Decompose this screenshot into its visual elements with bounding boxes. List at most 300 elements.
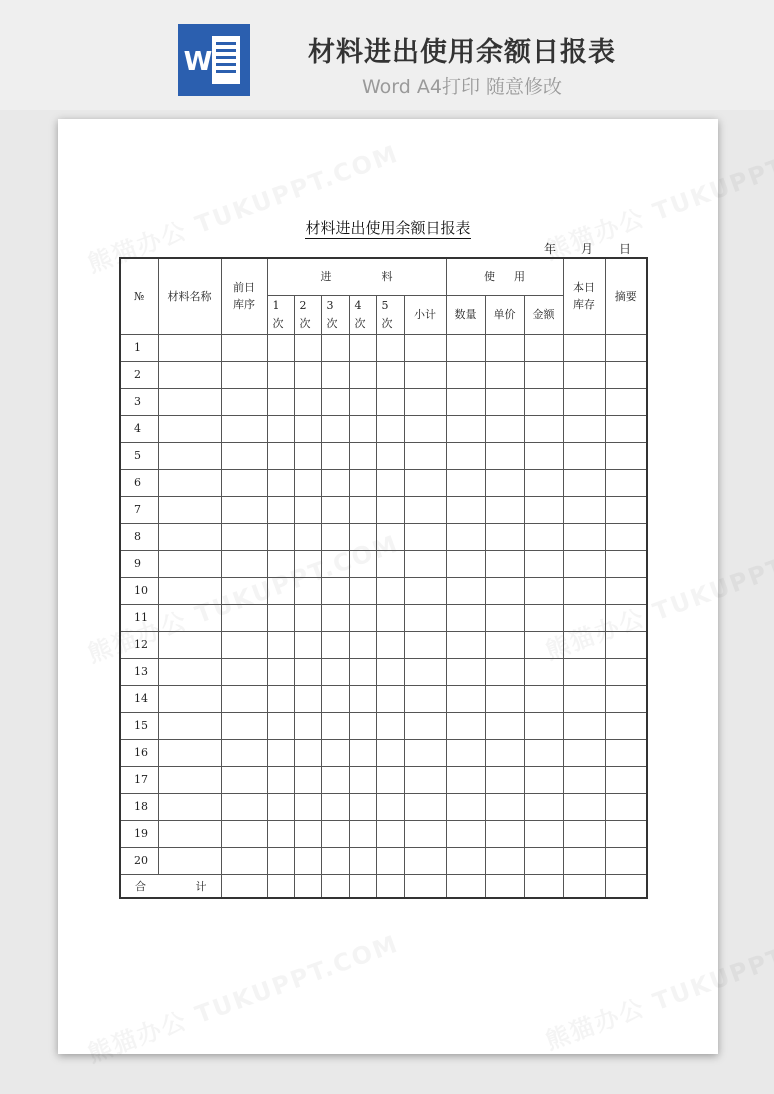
table-cell[interactable] [376,739,404,766]
table-cell[interactable] [158,793,221,820]
table-cell[interactable] [524,820,563,847]
total-row [120,874,647,898]
table-cell[interactable] [446,793,485,820]
table-cell[interactable] [376,361,404,388]
table-cell[interactable] [605,604,647,631]
table-cell[interactable] [446,820,485,847]
table-cell[interactable] [321,388,349,415]
table-cell[interactable] [563,496,605,523]
table-cell[interactable] [524,469,563,496]
table-cell[interactable] [376,793,404,820]
table-cell[interactable] [485,766,524,793]
date-line [526,240,646,256]
table-cell[interactable] [563,388,605,415]
table-cell[interactable] [158,469,221,496]
table-cell[interactable] [605,523,647,550]
preview-banner [0,0,774,110]
table-cell[interactable] [321,631,349,658]
table-cell[interactable] [605,442,647,469]
table-cell[interactable] [563,685,605,712]
table-row [120,847,647,874]
table-cell[interactable] [221,523,267,550]
table-cell[interactable] [376,523,404,550]
table-cell[interactable] [376,766,404,793]
table-cell[interactable] [267,469,294,496]
table-cell[interactable] [404,712,446,739]
table-cell[interactable] [524,631,563,658]
table-cell[interactable] [376,334,404,361]
table-cell[interactable] [605,577,647,604]
table-cell[interactable] [294,604,321,631]
table-cell[interactable] [294,496,321,523]
table-cell[interactable] [524,604,563,631]
table-cell[interactable] [158,685,221,712]
table-cell[interactable] [294,523,321,550]
table-cell[interactable] [404,820,446,847]
table-cell[interactable] [563,469,605,496]
table-cell[interactable] [294,685,321,712]
table-row [120,415,647,442]
table-cell[interactable] [294,793,321,820]
table-cell[interactable] [605,793,647,820]
table-body [120,334,647,874]
table-cell[interactable] [485,577,524,604]
col-header-material-name: 材料名称 [158,258,221,334]
table-cell[interactable] [349,685,376,712]
table-cell[interactable] [267,496,294,523]
table-row [120,712,647,739]
table-cell[interactable] [605,496,647,523]
col-header-in-2: 2 次 [294,295,321,334]
table-row [120,496,647,523]
table-cell[interactable] [294,334,321,361]
table-cell[interactable] [267,550,294,577]
table-cell[interactable] [376,820,404,847]
table-cell[interactable] [524,847,563,874]
table-cell[interactable] [446,442,485,469]
table-cell[interactable] [321,361,349,388]
table-cell[interactable] [563,334,605,361]
table-cell[interactable] [267,604,294,631]
row-number: 5 [120,442,158,469]
table-cell[interactable] [267,658,294,685]
table-cell[interactable] [321,604,349,631]
table-cell[interactable] [563,820,605,847]
table-cell[interactable] [446,604,485,631]
table-cell[interactable] [563,577,605,604]
table-cell[interactable] [446,712,485,739]
table-cell[interactable] [321,334,349,361]
table-cell[interactable] [446,847,485,874]
table-cell[interactable] [267,577,294,604]
table-cell[interactable] [158,442,221,469]
table-cell[interactable] [221,847,267,874]
table-cell[interactable] [221,712,267,739]
table-cell[interactable] [485,712,524,739]
table-cell[interactable] [321,469,349,496]
table-cell[interactable] [158,847,221,874]
table-cell[interactable] [446,685,485,712]
table-cell[interactable] [376,685,404,712]
table-cell[interactable] [524,550,563,577]
document-page [58,119,718,1054]
table-cell[interactable] [267,820,294,847]
table-cell[interactable] [349,604,376,631]
table-cell[interactable] [294,415,321,442]
table-cell[interactable] [294,847,321,874]
table-cell[interactable] [404,496,446,523]
col-header-in-subtotal: 小计 [404,295,446,334]
table-cell[interactable] [605,685,647,712]
table-cell[interactable] [221,496,267,523]
row-number: 2 [120,361,158,388]
table-cell[interactable] [267,388,294,415]
table-cell[interactable] [605,415,647,442]
table-cell[interactable] [221,631,267,658]
table-cell[interactable] [563,793,605,820]
table-cell[interactable] [376,469,404,496]
table-cell[interactable] [446,361,485,388]
table-cell[interactable] [349,469,376,496]
row-number: 12 [120,631,158,658]
table-cell[interactable] [446,550,485,577]
table-cell[interactable] [524,739,563,766]
table-cell[interactable] [321,685,349,712]
table-cell[interactable] [605,469,647,496]
table-cell[interactable] [349,847,376,874]
table-cell[interactable] [563,442,605,469]
table-cell[interactable] [321,739,349,766]
table-cell[interactable] [221,604,267,631]
table-cell[interactable] [294,469,321,496]
table-cell[interactable] [485,847,524,874]
table-cell[interactable] [267,523,294,550]
table-cell[interactable] [404,469,446,496]
table-cell[interactable] [294,388,321,415]
table-cell[interactable] [605,550,647,577]
table-cell[interactable] [605,712,647,739]
table-cell[interactable] [221,550,267,577]
table-cell[interactable] [267,415,294,442]
table-cell[interactable] [221,469,267,496]
table-cell[interactable] [321,442,349,469]
table-cell[interactable] [524,415,563,442]
table-cell[interactable] [294,361,321,388]
table-cell[interactable] [221,820,267,847]
table-cell[interactable] [404,415,446,442]
table-cell[interactable] [349,766,376,793]
table-cell[interactable] [563,712,605,739]
table-cell[interactable] [524,577,563,604]
table-cell[interactable] [221,658,267,685]
table-cell[interactable] [605,631,647,658]
table-cell[interactable] [294,820,321,847]
table-cell[interactable] [404,793,446,820]
table-cell[interactable] [524,712,563,739]
table-cell[interactable] [158,631,221,658]
row-number: 15 [120,712,158,739]
table-cell[interactable] [321,550,349,577]
date-month-label: 月 [581,242,594,256]
table-cell[interactable] [485,523,524,550]
table-cell[interactable] [267,361,294,388]
table-cell[interactable] [563,658,605,685]
table-cell[interactable] [524,523,563,550]
table-cell[interactable] [404,388,446,415]
table-row [120,766,647,793]
table-cell[interactable] [267,739,294,766]
table-cell[interactable] [267,334,294,361]
table-cell[interactable] [158,739,221,766]
table-cell[interactable] [294,631,321,658]
table-cell[interactable] [267,847,294,874]
table-cell[interactable] [524,793,563,820]
table-cell[interactable] [485,550,524,577]
table-cell[interactable] [563,739,605,766]
table-cell[interactable] [376,415,404,442]
table-cell[interactable] [321,847,349,874]
table-cell[interactable] [158,388,221,415]
table-row [120,361,647,388]
table-cell[interactable] [524,361,563,388]
table-cell[interactable] [605,334,647,361]
table-cell[interactable] [221,685,267,712]
row-number: 16 [120,739,158,766]
table-cell[interactable] [376,388,404,415]
table-cell[interactable] [267,712,294,739]
table-cell[interactable] [158,766,221,793]
table-cell[interactable] [446,523,485,550]
table-cell[interactable] [563,415,605,442]
table-cell[interactable] [605,388,647,415]
table-cell[interactable] [605,847,647,874]
table-cell[interactable] [349,739,376,766]
table-cell[interactable] [404,847,446,874]
table-cell[interactable] [404,361,446,388]
table-cell[interactable] [267,442,294,469]
table-cell[interactable] [294,577,321,604]
table-cell[interactable] [158,604,221,631]
row-number: 18 [120,793,158,820]
table-cell[interactable] [404,334,446,361]
table-cell[interactable] [404,550,446,577]
table-cell[interactable] [524,496,563,523]
table-cell[interactable] [321,415,349,442]
table-cell[interactable] [349,361,376,388]
table-cell[interactable] [524,685,563,712]
table-cell[interactable] [294,739,321,766]
table-cell[interactable] [221,334,267,361]
table-cell[interactable] [563,604,605,631]
table-cell[interactable] [485,820,524,847]
table-cell[interactable] [404,739,446,766]
table-cell[interactable] [446,766,485,793]
table-cell[interactable] [158,496,221,523]
table-cell[interactable] [349,523,376,550]
table-cell[interactable] [321,523,349,550]
table-cell[interactable] [158,658,221,685]
table-cell[interactable] [158,577,221,604]
table-cell[interactable] [349,577,376,604]
table-row [120,631,647,658]
table-cell[interactable] [294,658,321,685]
table-cell[interactable] [376,631,404,658]
table-cell[interactable] [446,739,485,766]
table-cell[interactable] [563,631,605,658]
table-cell[interactable] [294,550,321,577]
table-cell[interactable] [158,820,221,847]
table-cell[interactable] [563,523,605,550]
table-cell[interactable] [221,577,267,604]
table-cell[interactable] [446,496,485,523]
table-cell[interactable] [221,388,267,415]
table-cell[interactable] [376,604,404,631]
table-cell[interactable] [349,334,376,361]
col-header-no: № [120,258,158,334]
table-cell[interactable] [321,496,349,523]
table-cell[interactable] [158,523,221,550]
table-cell[interactable] [349,793,376,820]
row-number: 7 [120,496,158,523]
table-cell[interactable] [376,577,404,604]
table-cell[interactable] [524,442,563,469]
table-row [120,685,647,712]
table-cell[interactable] [563,847,605,874]
table-cell[interactable] [485,658,524,685]
table-cell[interactable] [221,766,267,793]
table-cell[interactable] [605,766,647,793]
table-cell[interactable] [404,631,446,658]
table-cell[interactable] [349,631,376,658]
table-cell[interactable] [221,442,267,469]
table-cell[interactable] [221,361,267,388]
table-cell[interactable] [485,469,524,496]
row-number: 9 [120,550,158,577]
table-cell[interactable] [221,739,267,766]
table-cell[interactable] [267,631,294,658]
banner-subtitle: Word A4打印 随意修改 [361,76,562,98]
table-cell[interactable] [524,658,563,685]
table-cell[interactable] [158,361,221,388]
table-cell[interactable] [404,658,446,685]
table-row [120,469,647,496]
table-cell[interactable] [404,577,446,604]
table-cell[interactable] [349,496,376,523]
table-cell[interactable] [524,334,563,361]
table-cell[interactable] [485,361,524,388]
table-cell[interactable] [321,820,349,847]
row-number: 10 [120,577,158,604]
table-cell[interactable] [446,577,485,604]
table-row [120,388,647,415]
table-cell[interactable] [404,766,446,793]
table-cell[interactable] [376,658,404,685]
table-cell[interactable] [267,685,294,712]
table-cell[interactable] [485,739,524,766]
table-cell[interactable] [605,658,647,685]
table-cell[interactable] [446,334,485,361]
table-cell[interactable] [321,766,349,793]
table-cell[interactable] [321,658,349,685]
table-cell[interactable] [485,415,524,442]
table-cell[interactable] [376,847,404,874]
table-cell[interactable] [605,361,647,388]
table-row [120,442,647,469]
table-cell[interactable] [485,496,524,523]
table-cell[interactable] [349,388,376,415]
table-cell[interactable] [349,658,376,685]
table-cell[interactable] [158,550,221,577]
table-cell[interactable] [376,712,404,739]
table-cell[interactable] [485,631,524,658]
table-cell[interactable] [221,415,267,442]
table-cell[interactable] [485,442,524,469]
table-cell[interactable] [158,334,221,361]
table-cell[interactable] [524,766,563,793]
table-cell[interactable] [563,766,605,793]
table-cell[interactable] [404,523,446,550]
date-year-label: 年 [544,242,557,256]
table-row [120,577,647,604]
table-cell[interactable] [294,712,321,739]
table-cell[interactable] [446,388,485,415]
col-header-prev-stock: 前日 库序 [221,258,267,334]
table-cell[interactable] [446,469,485,496]
table-cell[interactable] [349,820,376,847]
table-cell[interactable] [294,442,321,469]
table-cell[interactable] [349,415,376,442]
table-cell[interactable] [376,496,404,523]
table-cell[interactable] [158,712,221,739]
table-cell[interactable] [446,415,485,442]
table-cell[interactable] [485,685,524,712]
table-cell[interactable] [563,361,605,388]
table-cell[interactable] [446,631,485,658]
table-cell[interactable] [524,388,563,415]
table-cell[interactable] [349,442,376,469]
table-cell[interactable] [404,442,446,469]
table-cell[interactable] [221,793,267,820]
table-cell[interactable] [485,604,524,631]
table-cell[interactable] [267,766,294,793]
table-cell[interactable] [605,820,647,847]
col-header-summary: 摘要 [605,258,647,334]
table-cell[interactable] [485,388,524,415]
row-number: 20 [120,847,158,874]
table-cell[interactable] [376,442,404,469]
table-cell[interactable] [267,793,294,820]
table-cell[interactable] [404,604,446,631]
table-cell[interactable] [376,550,404,577]
table-cell[interactable] [605,739,647,766]
table-cell[interactable] [294,766,321,793]
table-cell[interactable] [349,712,376,739]
table-cell[interactable] [404,685,446,712]
table-cell[interactable] [446,658,485,685]
table-cell[interactable] [321,712,349,739]
col-header-in-3: 3 次 [321,295,349,334]
date-day-label: 日 [619,242,632,256]
col-header-today-stock: 本日 库存 [563,258,605,334]
table-cell[interactable] [563,550,605,577]
table-cell[interactable] [321,577,349,604]
row-number: 8 [120,523,158,550]
table-cell[interactable] [349,550,376,577]
table-cell[interactable] [321,793,349,820]
table-cell[interactable] [485,793,524,820]
table-cell[interactable] [485,334,524,361]
table-cell[interactable] [158,415,221,442]
